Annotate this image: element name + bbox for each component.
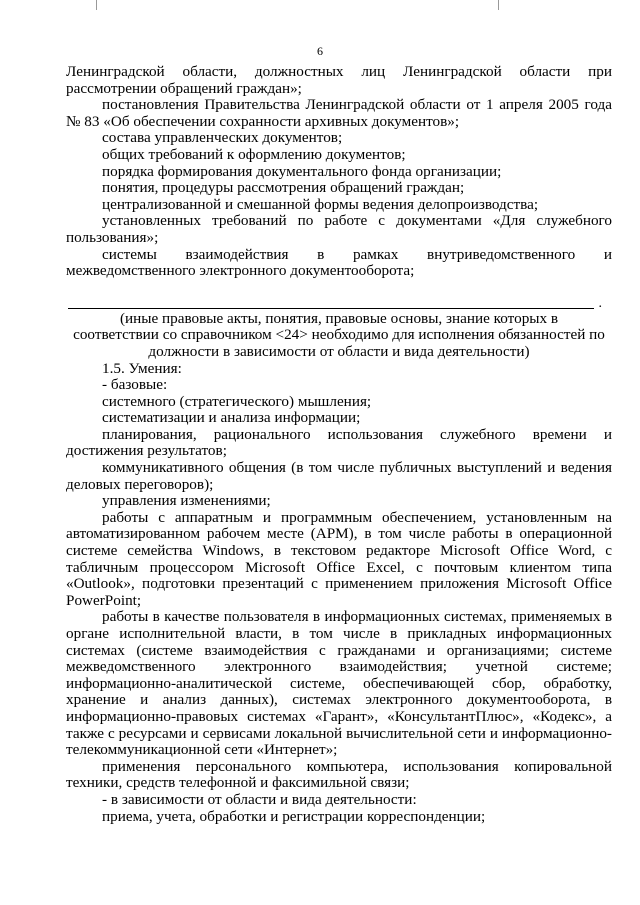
paragraph: порядка формирования документального фонда организации; bbox=[102, 162, 502, 180]
paragraph: - в зависимости от области и вида деятельности: bbox=[102, 790, 417, 808]
note-line: (иные правовые акты, понятия, правовые основы, знание которых в bbox=[119, 309, 559, 327]
paragraph: состава управленческих документов; bbox=[102, 129, 343, 147]
paragraph: централизованной и смешанной формы ведения делопроизводства; bbox=[102, 195, 539, 213]
section-heading: 1.5. Умения: bbox=[102, 359, 182, 377]
paragraph: системы взаимодействия в рамках внутриведомственного и межведомственного электронного документооборота; bbox=[66, 245, 612, 280]
note-line: соответствии со справочником <24> необходимо для исполнения обязанностей по bbox=[73, 326, 605, 344]
blank-line-note bbox=[66, 311, 612, 361]
paragraph: приема, учета, обработки и регистрации корреспонденции; bbox=[102, 807, 486, 825]
paragraph: - базовые: bbox=[102, 376, 168, 394]
scan-artifact bbox=[96, 0, 97, 10]
paragraph: системного (стратегического) мышления; bbox=[102, 392, 372, 410]
paragraph: управления изменениями; bbox=[102, 492, 271, 510]
paragraph: работы с аппаратным и программным обеспечением, установленным на автоматизированном рабочем месте (АРМ), в том числе работы в операционной системе семейства Windows, в текстовом редакторе Microsoft Office Word, с табличным процессором Microsoft Office Excel, с почтовым клиентом типа «Outlook», подготовки презентаций с применением приложения Microsoft Office PowerPoint; bbox=[66, 508, 612, 609]
page-number: 6 bbox=[317, 44, 323, 58]
blank-fill-line bbox=[68, 294, 594, 309]
paragraph: установленных требований по работе с документами «Для служебного пользования»; bbox=[66, 212, 612, 246]
paragraph: систематизации и анализа информации; bbox=[102, 409, 361, 427]
paragraph: работы в качестве пользователя в информационных системах, применяемых в органе исполнительной власти, в том числе в прикладных информационных системах (системе взаимодействия с гражданами и организациями; системе межведомственного электронного взаимодействия; учетной системе; информационно-аналитической системе, обеспечивающей сбор, обработку, хранение и анализ данных), системах электронного документооборота, в информационно-правовых системах «Гарант», «КонсультантПлюс», «Кодекс», а также с ресурсами и сервисами локальной вычислительной сети и информационно-телекоммуникационной сети «Интернет»; bbox=[66, 608, 612, 759]
scan-artifact bbox=[498, 0, 499, 10]
paragraph: планирования, рационального использования служебного времени и достижения результатов; bbox=[66, 425, 612, 460]
paragraph: понятия, процедуры рассмотрения обращений граждан; bbox=[102, 179, 465, 197]
paragraph: общих требований к оформлению документов; bbox=[102, 145, 406, 163]
paragraph: постановления Правительства Ленинградской области от 1 апреля 2005 года № 83 «Об обеспечении сохранности архивных документов»; bbox=[66, 96, 612, 130]
note-line: должности в зависимости от области и вида деятельности) bbox=[148, 342, 530, 360]
document-body bbox=[66, 64, 612, 825]
paragraph: Ленинградской области, должностных лиц Ленинградской области при рассмотрении обращений граждан»; bbox=[66, 63, 612, 97]
paragraph: применения персонального компьютера, использования копировальной техники, средств телефонной и факсимильной связи; bbox=[66, 757, 612, 792]
paragraph: коммуникативного общения (в том числе публичных выступлений и ведения деловых переговоров); bbox=[66, 459, 612, 493]
